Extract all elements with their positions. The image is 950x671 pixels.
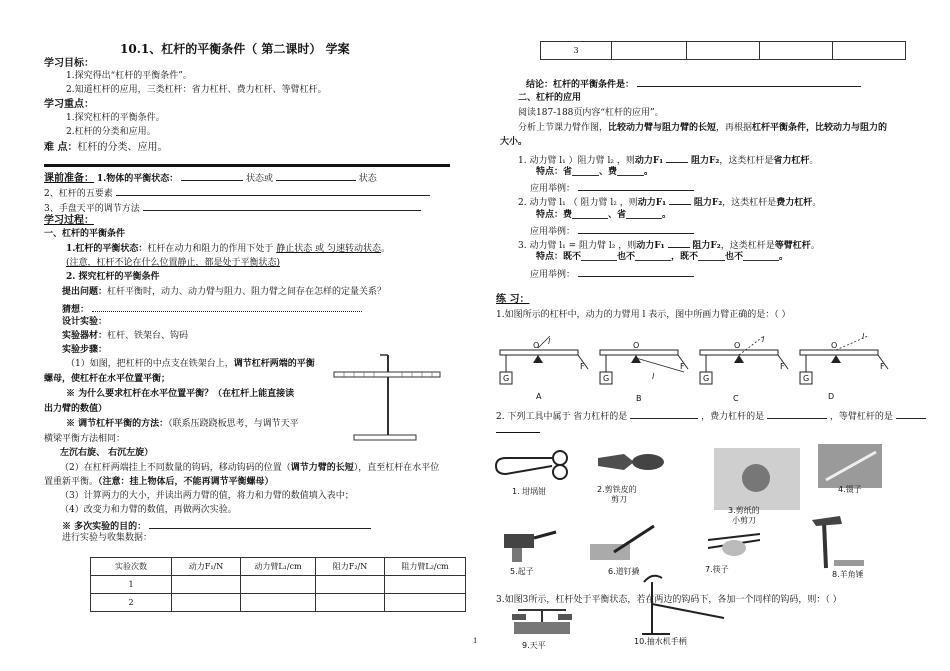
class-1-use-label: 应用举例： [530,184,576,194]
analyze-bold-1: 比较动力臂与阻力臂的长短 [608,123,717,133]
class-1-text: 1. 动力臂 l₁ ）阻力臂 l₂ ，则 [518,156,635,166]
lever-stand-figure [332,355,442,455]
class-1-end: 。 [809,156,819,166]
prep-1-mid: 状态或 [246,174,274,184]
class-2-use-label: 应用举例： [530,227,576,237]
balance-state-answer: 静止状态 或 匀速转动状态 [276,244,382,254]
tool-caption-3: 3.剪纸的 [728,506,760,515]
prep-1-label: 1.物体的平衡状态： [96,174,179,184]
exercise-2-text-3: ，等臂杠杆的是 [829,412,893,422]
label-l: l [862,332,865,341]
table-cell-empty[interactable] [316,594,385,612]
table-header-cell: 动力F₁/N [172,558,241,576]
adjust-method-text-2: 横梁平衡方法相同： [44,434,126,444]
exercise-2-text-1: 2. 下列工具中属于 省力杠杆的是 [496,412,628,422]
class-1-feature: 特点：省______、费______。 [536,167,654,177]
section-2-heading: 二、杠杆的应用 [518,93,582,103]
class-1-type: 省力杠杆 [773,156,810,166]
purpose-row [62,519,371,533]
tool-caption-5: 5.起子 [510,567,534,576]
step-1-bold: 调节杠杆两端的平衡 [233,359,315,369]
blank-balance-method[interactable] [143,201,421,211]
class-2-row [518,195,821,209]
blank-example-1[interactable] [578,181,694,191]
key-heading: 学习重点： [44,99,94,110]
adjust-method-text: （联系压跷跷板思考，与调节天平 [168,419,299,429]
exercise-2-text-2: ，费力杠杆的是 [701,412,765,422]
collect-label: 进行实验与收集数据： [62,533,153,543]
label-o: O [734,341,741,350]
label-l: l [652,372,655,381]
label-f: F [680,362,685,371]
tool-caption-7: 7.筷子 [705,565,729,574]
page-title: 10.1、杠杆的平衡条件（ 第二课时） 学案 [120,42,350,56]
balance-state-end: 。 [381,244,391,254]
class-1-use-row [530,181,694,195]
table-cell-empty[interactable] [385,576,466,594]
prep-row-2 [44,186,430,200]
tin-snips-icon [598,454,664,470]
purpose-label: ※ 多次实验的目的： [62,522,147,532]
exercise-3-question: 3.如图3所示，杠杆处于平衡状态，若在两边的钩码下，各加一个同样的钩码，则：（ ） [496,595,842,605]
adjust-method-label: ※ 调节杠杆平衡的方法： [66,419,169,429]
difficulty-heading: 难 点： [44,142,78,153]
blank-purpose[interactable] [149,519,371,529]
label-f: F [580,362,585,371]
class-2-use-row [530,224,694,238]
design-label: 设计实验： [62,317,108,327]
adjust-rule: 左沉右旋、 右沉左旋） [60,448,154,458]
key-1: 1.探究杠杆的平衡条件。 [66,113,165,123]
option-b[interactable]: B [636,394,642,403]
analyze-bold-2: 杠杆平衡条件，比较动力与阻力的 [752,123,888,133]
class-1-f2: 阻力F₂ [690,156,720,166]
difficulty-row [44,142,167,153]
label-g: G [503,374,510,383]
analyze-text-2: ，再根据 [716,123,753,133]
balance-scale-icon [512,610,572,634]
tool-caption-3b: 小剪刀 [732,516,756,525]
goal-1: 1.探究得出“杠杆的平衡条件”。 [66,71,192,81]
table-cell-empty[interactable] [172,576,241,594]
steps-label: 实验步骤： [62,345,108,355]
class-3-end: 。 [810,241,820,251]
class-2-type: 费力杠杆 [776,198,813,208]
step-2-text: （2）在杠杆两端挂上不同数量的钩码，移动钩码的位置（ [60,463,291,473]
blank-five-elements[interactable] [116,186,430,196]
question-text: 杠杆平衡时，动力、动力臂与阻力、阻力臂之间存在怎样的定量关系？ [107,287,387,297]
class-2-feature: 特点：费________、省________。 [536,210,672,220]
step-2-note: （注意：挂上物体后，不能再调节平衡螺母） [98,477,274,487]
equipment-row [62,331,188,342]
tool-caption-8: 8.羊角锤 [832,570,864,579]
option-d[interactable]: D [828,392,835,401]
table-cell-empty[interactable] [612,42,687,60]
prep-row-1 [44,171,377,185]
class-2-f1: 动力F₁ [637,198,667,208]
why-horizontal-2: 出力臂的数值） [44,404,108,414]
lever-balance-state [66,244,390,255]
step-1-line-2: 螺母，使杠杆在水平位置平衡； [44,374,171,384]
tool-caption-2b: 剪刀 [611,495,627,504]
section-divider [44,164,450,167]
table-cell-empty[interactable] [172,594,241,612]
class-3-mid: ，这类杠杆是 [720,241,775,251]
step-3: （3）计算两力的大小，并读出两力臂的值，将力和力臂的数值填入表中； [60,491,354,501]
blank-state-1[interactable] [181,171,243,181]
goals-heading: 学习目标： [44,58,94,69]
step-1-text: （1）如图，把杠杆的中点支在铁架台上， [66,359,234,369]
class-2-end: 。 [812,198,822,208]
class-1-mid: ，这类杠杆是 [719,156,774,166]
class-3-row [518,238,820,252]
balance-note: (注意，杠杆不论在什么位置静止，都是处于平衡状态) [66,258,281,268]
step-1-line-1 [66,359,315,370]
blank-force-saving[interactable] [630,409,698,419]
section-1-heading: 一、杠杆的平衡条件 [44,229,126,239]
class-1-f1: 动力F₁ [634,156,664,166]
class-3-type: 等臂杠杆 [774,241,811,251]
subsection-2: 2. 探究杠杆的平衡条件 [66,272,160,282]
conclusion-label: 结论：杠杆的平衡条件是： [526,80,635,90]
balance-state-label: 1.杠杆的平衡状态： [66,244,148,254]
analyze-text-1: 分析上节课力臂作图， [518,123,609,133]
step-2-end: ），直至杠杆在水平位 [353,463,440,473]
prep-row-3 [44,201,421,215]
bottle-opener-icon [504,532,556,562]
analyze-line-2: 大小。 [500,137,528,147]
table-header-cell: 动力臂L₁/cm [241,558,316,576]
data-table [90,557,466,612]
adjust-method-row [66,419,299,430]
class-3-f1: 动力F₁ [636,241,665,251]
step-2-line-2 [44,477,274,488]
label-g: G [703,374,710,383]
lever-option-c [700,336,788,384]
scissors-handle-icon [742,464,770,492]
table-row [541,42,906,60]
blank-compare-2[interactable] [669,195,691,205]
data-table-continued [540,41,906,60]
table-header-cell: 实验次数 [91,558,172,576]
tool-caption-6: 6.道钉撬 [608,567,640,576]
blank-compare-3[interactable] [668,238,690,248]
class-3-f2: 阻力F₂ [692,241,721,251]
table-header-cell: 阻力F₂/N [316,558,385,576]
prep-3-label: 3、手盘天平的调节方法 [44,204,140,214]
blank-equal-arm[interactable] [896,409,926,419]
table-row [91,576,466,594]
blank-example-2[interactable] [578,224,694,234]
table-cell-trial: 2 [91,594,172,612]
exercise-1-question: 1.如图所示的杠杆中，动力的力臂用 l 表示，图中所画力臂正确的是：（ ） [496,310,791,320]
guess-row [62,302,362,316]
page-number: 1 [473,637,478,645]
blank-state-2[interactable] [276,171,356,181]
tool-illustrations [494,444,894,644]
prep-2-label: 2、杠杆的五要素 [44,189,113,199]
table-cell-trial: 1 [91,576,172,594]
step-2-bold: 调节力臂的长短 [290,463,354,473]
lever-option-a [500,336,588,384]
blank-compare-1[interactable] [666,153,688,163]
exercise-2-question [496,409,926,423]
table-row [91,594,466,612]
class-3-use-label: 应用举例： [530,270,576,280]
label-o: O [633,341,640,350]
label-g: G [803,374,810,383]
blank-guess[interactable] [92,302,362,312]
lever-option-d [800,336,888,384]
chopsticks-icon [708,534,760,556]
lever-option-b [600,350,688,384]
label-o: O [831,341,838,350]
balance-state-text: 杠杆在动力和阻力的作用下处于 [147,244,277,254]
why-horizontal: ※ 为什么要求杠杆在水平位置平衡？（在杠杆上能直接读 [66,389,295,399]
question-row [62,287,386,298]
tool-caption-4: 4.镊子 [838,485,862,494]
class-2-mid: ，这类杠杆是 [722,198,777,208]
tool-caption-9: 9.天平 [522,641,546,650]
table-cell-empty[interactable] [316,576,385,594]
table-cell-empty[interactable] [833,42,906,60]
step-4: （4）改变力和力臂的数值，再做两次实验。 [60,505,237,515]
table-cell-empty[interactable] [760,42,833,60]
tool-caption-2: 2.剪铁皮的 [597,485,637,494]
crucible-tongs-icon [496,451,567,479]
table-cell-empty[interactable] [687,42,760,60]
class-3-use-row [530,267,694,281]
step-2-cont: 置重新平衡。 [44,477,99,487]
analyze-line-1 [518,123,887,134]
table-cell-trial: 3 [541,42,612,60]
table-cell-empty[interactable] [241,594,316,612]
exercise-heading: 练 习： [496,294,530,305]
label-l: l [762,335,765,344]
blank-conclusion[interactable] [637,77,861,87]
label-g: G [603,374,610,383]
class-2-f2: 阻力F₂ [693,198,723,208]
question-label: 提出问题： [62,287,108,297]
class-3-text: 3. 动力臂 l₁ = 阻力臂 l₂ ，则 [518,241,637,251]
tool-caption-10: 10.抽水机手柄 [634,637,687,646]
blank-force-costing[interactable] [767,409,827,419]
class-2-text: 2. 动力臂 l₁ （ 阻力臂 l₂ ，则 [518,198,638,208]
prep-heading: 课前准备： [44,173,94,184]
equipment-text: 杠杆、铁架台、钩码 [107,331,189,341]
class-1-row [518,153,818,167]
label-f: F [880,362,885,371]
table-cell-empty[interactable] [385,594,466,612]
class-3-feature: 特点：既不________也不________，既不______也不________。 [536,252,789,262]
reading-instruction: 阅读187-188页内容“杠杆的应用”。 [518,108,664,118]
label-l: l [548,337,551,346]
blank-example-3[interactable] [578,267,694,277]
table-header-cell: 阻力臂L₂/cm [385,558,466,576]
goal-2: 2.知道杠杆的应用，三类杠杆：省力杠杆、费力杠杆、等臂杠杆。 [66,85,327,95]
table-header-row [91,558,466,576]
process-heading: 学习过程： [44,215,94,226]
label-f: F [780,362,785,371]
option-c[interactable]: C [733,394,739,403]
guess-label: 猜想： [62,305,90,315]
label-o: O [533,341,540,350]
prep-1-end: 状态 [358,174,377,184]
conclusion-row [526,77,861,91]
key-2: 2.杠杆的分类和应用。 [66,127,156,137]
option-a[interactable]: A [536,392,542,401]
claw-hammer-icon [812,516,864,568]
step-2-line-1 [60,463,439,474]
equipment-label: 实验器材： [62,331,108,341]
nail-puller-icon [590,526,654,560]
table-cell-empty[interactable] [241,576,316,594]
answer-line-continued [496,432,540,433]
difficulty-text: 杠杆的分类、应用。 [77,142,168,153]
tool-caption-1: 1. 坩埚钳 [512,487,547,496]
